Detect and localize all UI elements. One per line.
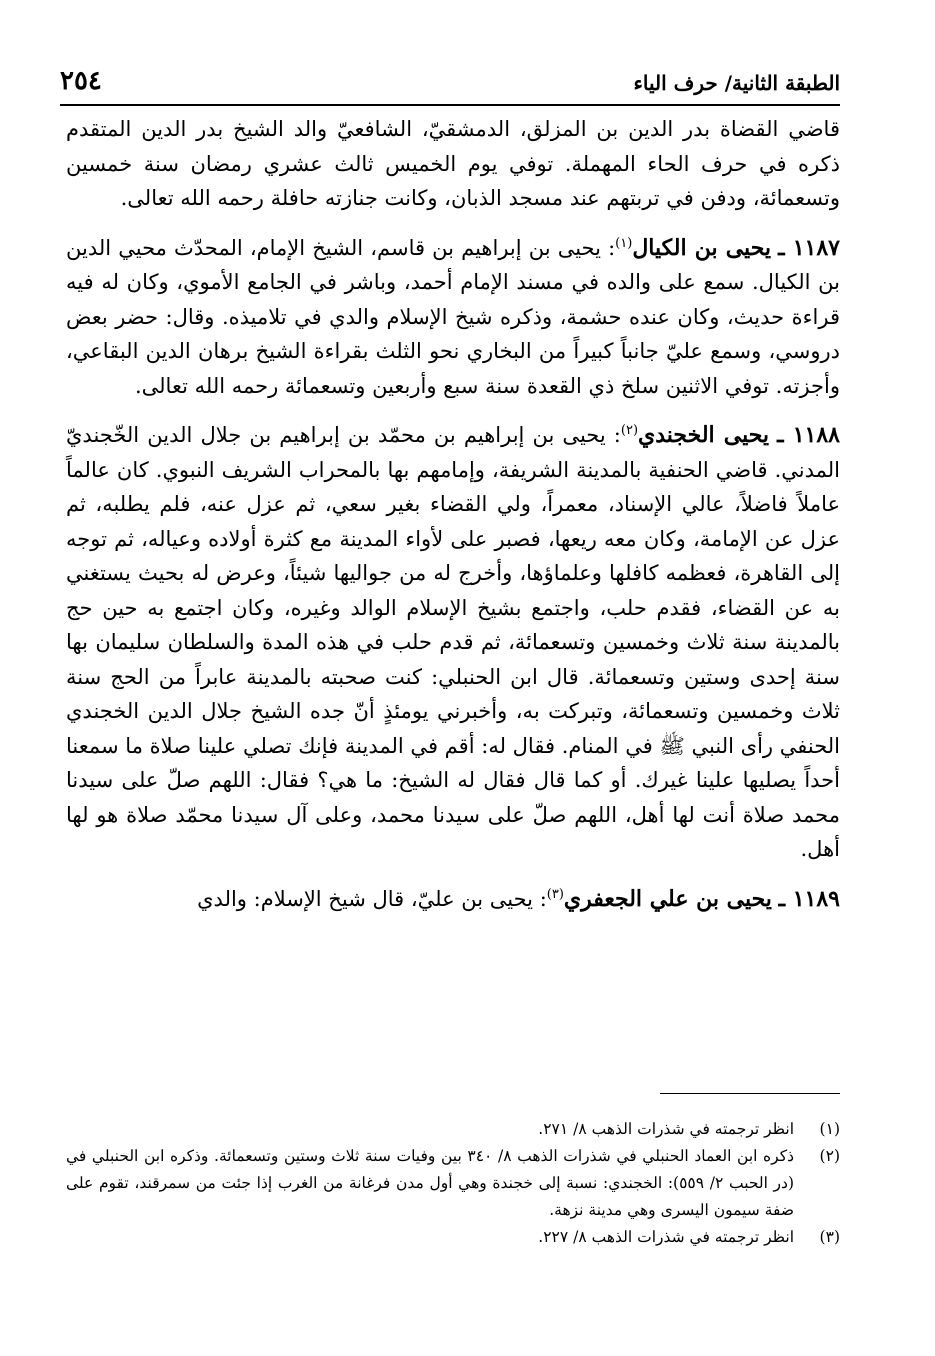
entry-name: يحيى الخجندي [638, 422, 770, 448]
entry-text: : يحيى بن إبراهيم بن قاسم، الشيخ الإمام، المحدّث محيي الدين بن الكيال. سمع على والده في مسند الإمام أحمد، وباشر في الجامع الأموي، وكان له فيه قراءة حديث، وكان عنده حشمة، وذكره شيخ الإسلام والدي في تلاميذه. وقال: حضر بعض دروسي، وسمع عليّ جانباً كبيراً من البخاري نحو الثلث بقراءة الشيخ برهان الدين البقاعي، وأجزته. توفي الاثنين سلخ ذي القعدة سنة سبع وأربعين وتسعمائة رحمه الله تعالى. [66, 235, 840, 398]
header-rule [60, 104, 840, 106]
footnotes [66, 1116, 840, 1251]
footnote-text: ذكره ابن العماد الحنبلي في شذرات الذهب ٨/ ٣٤٠ بين وفيات سنة ثلاث وستين وتسعمائة. وذكره ابن الحنبلي في (در الحبب ٢/ ٥٥٩): الخجندي: نسبة إلى خجندة وهي أول مدن فرغانة من الغرب إذا جئت من سمرقند، تقوم على ضفة سيمون اليسرى وهي مدينة نزهة. [66, 1147, 794, 1219]
footnote-mark: (٢) [819, 1147, 840, 1165]
footnote-ref: (٣) [546, 886, 564, 902]
entry-1187 [66, 231, 840, 404]
paragraph-text: قاضي القضاة بدر الدين بن المزلق، الدمشقيّ، الشافعيّ والد الشيخ بدر الدين المتقدم ذكره في حرف الحاء المهملة. توفي يوم الخميس ثالث عشري رمضان سنة خمسين وتسعمائة، ودفن في تربتهم عند مسجد الذبان، وكانت جنازته حافلة رحمه الله تعالى. [66, 117, 840, 210]
entry-1188 [66, 418, 840, 867]
footnote-text: انظر ترجمته في شذرات الذهب ٨/ ٢٧١. [538, 1120, 794, 1138]
footnote-rule [660, 1093, 840, 1094]
entry-number: ١١٨٨ ـ [777, 422, 840, 448]
footnote-item [66, 1224, 840, 1251]
entry-name: يحيى بن علي الجعفري [563, 885, 772, 912]
entry-text: : يحيى بن عليّ، قال شيخ الإسلام: والدي [197, 886, 547, 911]
footnote-mark: (٣) [819, 1228, 840, 1246]
footnote-mark: (١) [819, 1120, 840, 1138]
footnote-ref: (٢) [620, 423, 639, 438]
entry-name: يحيى بن الكيال [632, 234, 772, 261]
entry-text: : يحيى بن إبراهيم بن محمّد بن إبراهيم بن جلال الدين الخّجنديّ المدني. قاضي الحنفية بالمدينة الشريفة، وإمامهم بها بالمحراب الشريف النبوي. كان عالماً عاملاً فاضلاً، عالي الإسناد، معمراً، ولي القضاء بغير سعي، ثم عزل عنه، فلم يطلبه، ثم عزل عن الإمامة، وكان معه ريعها، فصبر على لأواء المدينة مع كثرة أولاده وعياله، ثم توجه إلى القاهرة، فعظمه كافلها وعلماؤها، وأخرج له من جواليها شيئاً، وعرض له بحيث يستغني به عن القضاء، فقدم حلب، واجتمع بشيخ الإسلام الوالد وغيره، وكان اجتمع به حين حج بالمدينة سنة ثلاث وخمسين وتسعمائة، ثم قدم حلب في هذه المدة والسلطان سليمان بها سنة إحدى وستين وتسعمائة. قال ابن الحنبلي: كنت صحبته بالمدينة عابراً من الحج سنة ثلاث وخمسين وتسعمائة، وتبركت به، وأخبرني يومئذٍ أنّ جده الشيخ جلال الدين الخجندي الحنفي رأى النبي ﷺ في المنام. فقال له: أقم في المدينة فإنك تصلي علينا صلاة ما سمعنا أحداً يصليها علينا غيرك. أو كما قال فقال له الشيخ: ما هي؟ فقال: اللهم صلّ على سيدنا محمد صلاة أنت لها أهل، اللهم صلّ على سيدنا محمد، وعلى آل سيدنا محمّد صلاة هو لها أهل. [66, 423, 840, 861]
page-header [60, 58, 840, 98]
footnote-item [66, 1116, 840, 1143]
main-text [66, 112, 840, 916]
running-title: الطبقة الثانية/ حرف الياء [633, 71, 840, 95]
entry-1189 [66, 882, 840, 917]
page-number: ٢٥٤ [60, 66, 102, 96]
footnote-ref: (١) [615, 235, 633, 251]
paragraph-continuation [66, 112, 840, 216]
entry-number: ١١٨٧ ـ [778, 234, 840, 261]
footnote-item [66, 1143, 840, 1224]
entry-number: ١١٨٩ ـ [778, 885, 840, 912]
footnote-text: انظر ترجمته في شذرات الذهب ٨/ ٢٢٧. [538, 1228, 794, 1246]
